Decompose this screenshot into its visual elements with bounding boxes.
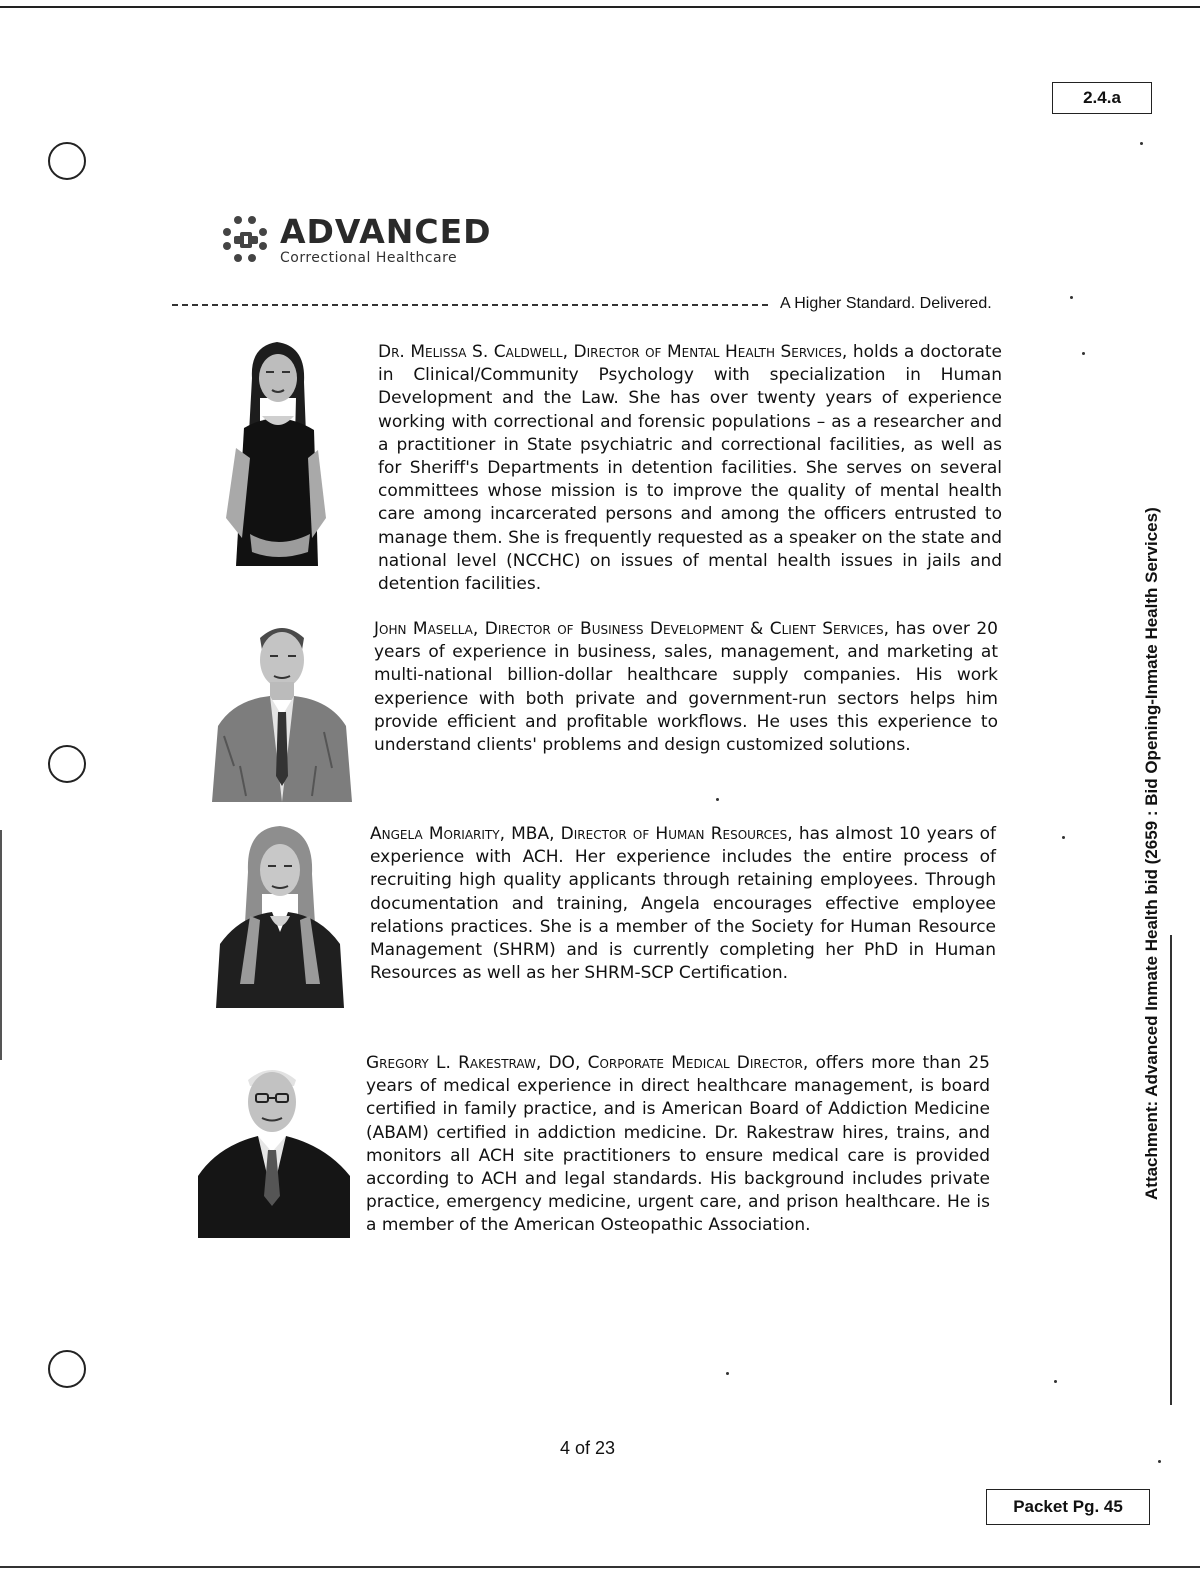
bio-gregory-rakestraw	[366, 1052, 990, 1238]
scan-speck	[1070, 296, 1073, 299]
right-edge-mark	[1170, 935, 1172, 1405]
scan-speck	[716, 798, 719, 801]
logo-title: ADVANCED	[280, 212, 492, 251]
bio-name: Gregory L. Rakestraw, DO, Corporate Medical Director,	[366, 1053, 809, 1073]
top-border-line	[0, 6, 1200, 8]
portrait-john-masella	[204, 616, 358, 802]
scan-speck	[726, 1372, 729, 1375]
portrait-melissa-caldwell	[222, 338, 332, 566]
tagline: A Higher Standard. Delivered.	[780, 295, 992, 312]
scan-speck	[1062, 836, 1065, 839]
company-logo	[218, 212, 492, 268]
bio-angela-moriarity	[370, 823, 996, 985]
agenda-reference-box: 2.4.a	[1052, 82, 1152, 114]
bio-name: Dr. Melissa S. Caldwell, Director of Mental Health Services,	[378, 342, 848, 362]
header-dashed-divider	[172, 304, 768, 306]
bio-melissa-caldwell	[378, 341, 1002, 596]
ach-logo-icon	[218, 212, 274, 268]
binder-hole	[48, 142, 86, 180]
bottom-border-line	[0, 1566, 1200, 1568]
left-edge-mark	[0, 830, 2, 1060]
scan-speck	[1054, 1380, 1057, 1383]
bio-name: Angela Moriarity, MBA, Director of Human Resources,	[370, 824, 793, 844]
bio-john-masella	[374, 618, 998, 757]
binder-hole	[48, 1350, 86, 1388]
bio-text: offers more than 25 years of medical experience in direct healthcare management, is board certified in family practice, and is American Board of Addiction Medicine (ABAM) certified in addiction medicine. Dr. Rakestraw hires, trains, and monitors all ACH site practitioners to ensure medical care is provided according to ACH and legal standards. His background includes private practice, emergency medicine, urgent care, and prison healthcare. He is a member of the American Osteopathic Association.	[366, 1053, 990, 1236]
binder-hole	[48, 745, 86, 783]
bio-text: has almost 10 years of experience with ACH. Her experience includes the entire process of recruiting high quality applicants through retaining employees. Through documentation and training, Angela encourages effective employee relations practices. She is a member of the Society for Human Resource Management (SHRM) and is currently completing her PhD in Human Resources as well as her SHRM-SCP Certification.	[370, 824, 996, 984]
bio-text: holds a doctorate in Clinical/Community Psychology with specialization in Human Development and the Law. She has over twenty years of experience working with correctional and forensic populations – as a researcher and a practitioner in State psychiatric and correctional facilities, as well as for Sheriff's Departments in detention facilities. She serves on several committees whose mission is to improve the quality of mental health care among incarcerated persons and among the officers entrusted to manage them. She is frequently requested as a speaker on the state and national level (NCCHC) on issues of mental health issues in jails and detention facilities.	[378, 342, 1003, 595]
scan-speck	[1082, 352, 1085, 355]
scan-speck	[1158, 1460, 1161, 1463]
page-number: 4 of 23	[560, 1438, 616, 1458]
logo-subtitle: Correctional Healthcare	[280, 250, 458, 266]
scan-speck	[1140, 142, 1143, 145]
bio-text: has over 20 years of experience in business, sales, management, and marketing at multi-national billion-dollar healthcare supply companies. His work experience with both private and government-run sectors helps him provide efficient and profitable workflows. He uses this experience to understand clients' problems and design customized solutions.	[374, 619, 998, 756]
packet-page-box: Packet Pg. 45	[986, 1489, 1150, 1525]
attachment-side-label: Attachment: Advanced Inmate Health bid (2659 : Bid Opening-Inmate Health Services)	[1142, 507, 1161, 1200]
bio-name: John Masella, Director of Business Development & Client Services,	[374, 619, 889, 639]
portrait-angela-moriarity	[210, 824, 350, 1008]
portrait-gregory-rakestraw	[198, 1056, 350, 1238]
